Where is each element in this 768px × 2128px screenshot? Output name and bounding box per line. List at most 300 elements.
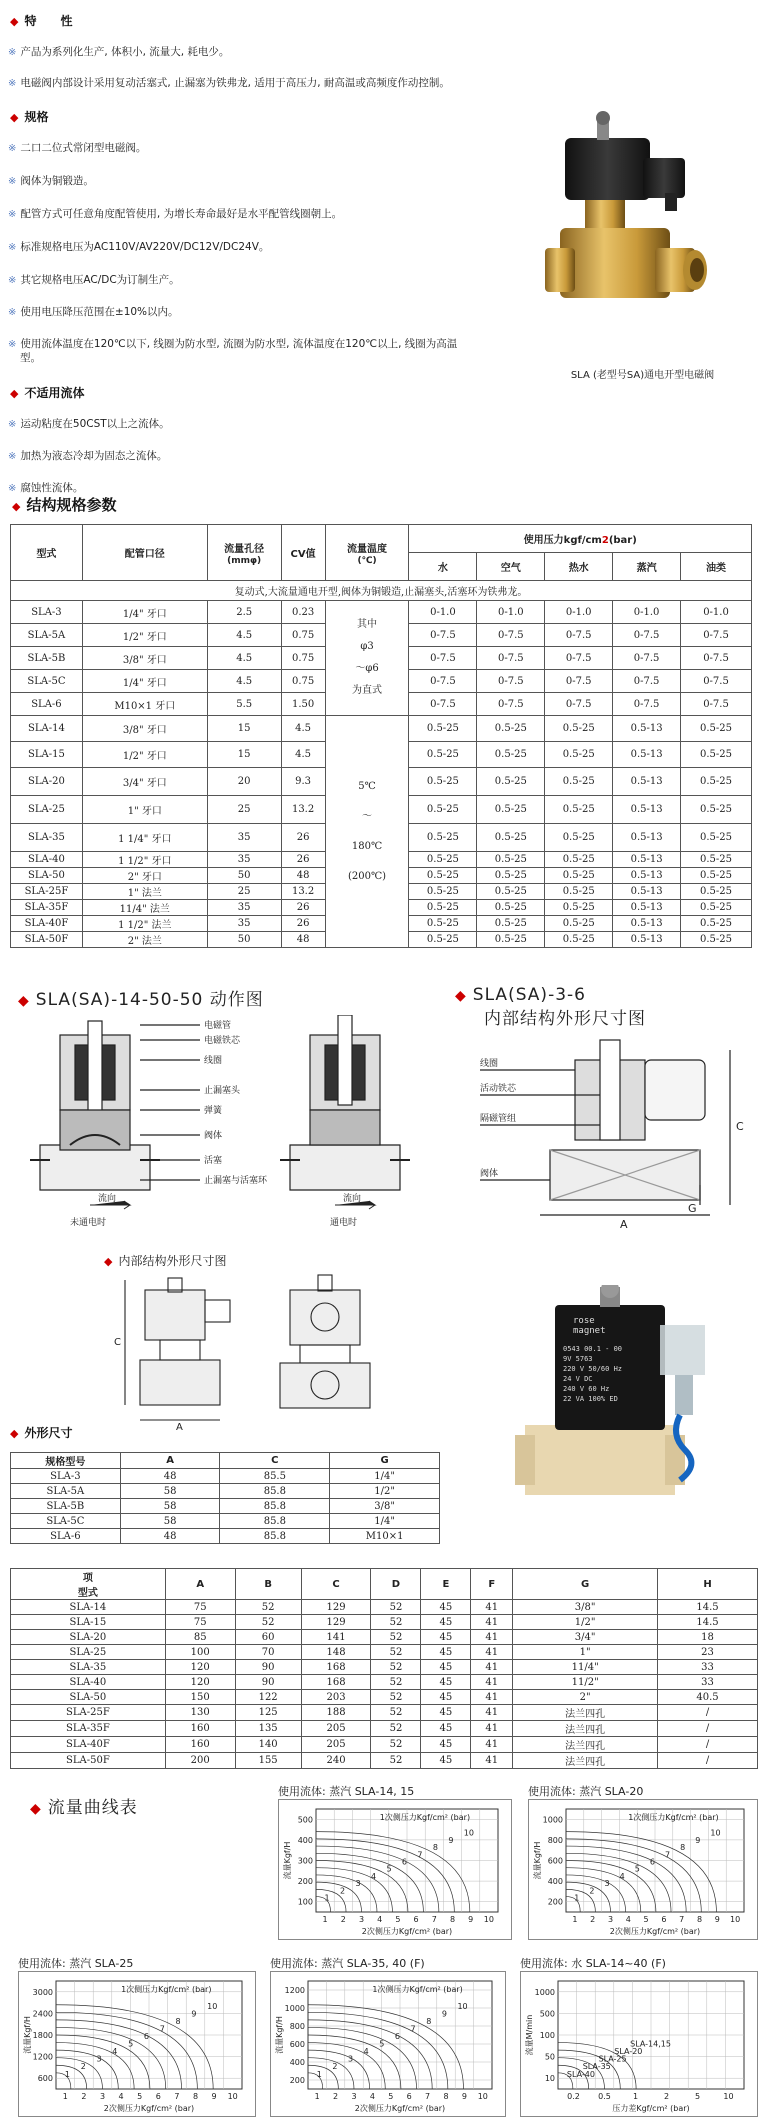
table-cell: SLA-5B	[11, 647, 83, 670]
label: 线圈	[480, 1059, 499, 1069]
bullet-icon: ※	[8, 307, 17, 318]
y-tick: 100	[539, 2031, 555, 2040]
table-cell: 0.5-25	[409, 852, 477, 868]
table-cell: 0.5-25	[409, 768, 477, 796]
x-tick: 2	[340, 1915, 346, 1924]
chart-title: 使用流体: 蒸汽 SLA-14, 15	[278, 1785, 415, 1798]
table-row	[11, 1615, 758, 1630]
table-cell: SLA-20	[11, 1630, 166, 1645]
table-cell: 90	[235, 1660, 301, 1675]
table-cell: 0-7.5	[477, 670, 545, 693]
y-label: 流量Kgf/H	[275, 2016, 284, 2054]
table-cell: 90	[235, 1675, 301, 1690]
table-cell: 15	[207, 742, 281, 768]
table-cell: 0.5-13	[613, 716, 681, 742]
x-tick: 10	[723, 2092, 734, 2101]
diamond-icon: ◆	[12, 500, 21, 513]
table-cell: 160	[165, 1737, 235, 1753]
label: 活动铁芯	[480, 1084, 517, 1094]
table-cell: SLA-50F	[11, 1753, 166, 1769]
table-cell: SLA-5C	[11, 1514, 121, 1529]
x-tick: 5	[694, 2092, 701, 2101]
curve-label: 6	[401, 1857, 408, 1867]
y-tick: 1000	[284, 2004, 305, 2013]
table-cell: SLA-3	[11, 601, 83, 624]
table-cell: SLA-35	[11, 824, 83, 852]
diamond-icon: ◆	[10, 387, 19, 400]
table-cell: 1/4"	[330, 1469, 440, 1484]
spec-item: ※ 其它规格电压AC/DC为订制生产。	[8, 274, 180, 286]
table-cell: /	[658, 1753, 758, 1769]
col: A	[165, 1569, 235, 1600]
inner-title: 1次侧压力Kgf/cm² (bar)	[628, 1813, 719, 1822]
table-cell: 45	[421, 1645, 471, 1660]
x-tick: 2	[81, 2092, 87, 2101]
table-cell: 1/2"	[513, 1615, 658, 1630]
table-cell: 0-7.5	[613, 670, 681, 693]
col-model: 型式	[11, 525, 83, 581]
dim-a: A	[176, 1422, 183, 1430]
table-cell: 41	[471, 1690, 513, 1705]
table-cell: 52	[371, 1630, 421, 1645]
temp-text: 5℃	[358, 780, 376, 792]
table-cell: SLA-40	[11, 852, 83, 868]
x-tick: 4	[369, 2092, 375, 2101]
curve-label: 9	[191, 2009, 197, 2019]
bullet-icon: ※	[8, 209, 17, 220]
col: 规格型号	[11, 1453, 121, 1469]
table-row	[11, 1469, 440, 1484]
x-tick: 6	[413, 1915, 419, 1924]
table-cell: 11/4" 法兰	[82, 900, 207, 916]
table-cell: SLA-40F	[11, 1737, 166, 1753]
col-fluid: 热水	[545, 553, 613, 581]
table-cell: 58	[120, 1484, 220, 1499]
table-cell: 11/4"	[513, 1660, 658, 1675]
label: 活塞	[204, 1156, 223, 1166]
table-cell: 法兰四孔	[513, 1737, 658, 1753]
y-tick: 400	[297, 1835, 313, 1845]
table-cell: 70	[235, 1645, 301, 1660]
x-tick: 8	[449, 1915, 456, 1924]
table-cell: 0.5-25	[681, 716, 752, 742]
table-cell: 48	[281, 868, 325, 884]
x-tick: 5	[388, 2092, 394, 2101]
table-cell: 0.5-25	[409, 884, 477, 900]
table-cell: 3/8"	[330, 1499, 440, 1514]
table-cell: 35	[207, 916, 281, 932]
spec-item-cont: 型。	[20, 352, 41, 364]
table-cell: SLA-50	[11, 868, 83, 884]
table-cell: 0-7.5	[409, 624, 477, 647]
curve-label: 9	[695, 1835, 701, 1845]
table-cell: 0-1.0	[477, 601, 545, 624]
table-cell: 0.5-25	[681, 932, 752, 948]
col: G	[330, 1453, 440, 1469]
y-tick: 300	[297, 1856, 313, 1866]
table-cell: 141	[301, 1630, 371, 1645]
solenoid-valve-photo	[545, 108, 725, 363]
table-cell: 0.5-25	[477, 884, 545, 900]
table-cell: 0.5-25	[681, 900, 752, 916]
curve-label: 8	[426, 2016, 432, 2026]
x-tick: 10	[730, 1915, 741, 1924]
y-tick: 500	[297, 1815, 313, 1825]
table-cell: SLA-14	[11, 716, 83, 742]
table-cell: 52	[371, 1615, 421, 1630]
table-cell: 50	[207, 868, 281, 884]
table-cell: 1/4"	[330, 1514, 440, 1529]
curve-label: 4	[363, 2047, 369, 2057]
coil-text: 240 V 60 Hz	[563, 1385, 610, 1393]
spec-heading: ◆ 规格	[10, 110, 49, 124]
x-tick: 2	[590, 1915, 596, 1924]
curve-label: 10	[463, 1828, 474, 1838]
table-cell: 4.5	[207, 624, 281, 647]
table-cell: 2.5	[207, 601, 281, 624]
y-tick: 800	[289, 2022, 305, 2031]
table-cell: 1/4" 牙口	[82, 601, 207, 624]
table-cell: 1" 牙口	[82, 796, 207, 824]
table-cell: 0.5-13	[613, 868, 681, 884]
col: A	[120, 1453, 220, 1469]
flow-label: 流向	[98, 1194, 117, 1204]
curve-label: 10	[457, 2001, 468, 2011]
table-cell: 0.5-25	[681, 796, 752, 824]
curve-label: 2	[80, 2062, 86, 2072]
table-cell: /	[658, 1721, 758, 1737]
table-cell: 0-7.5	[681, 624, 752, 647]
label: 止漏塞与活塞环	[204, 1176, 268, 1186]
table-cell: 0.5-13	[613, 768, 681, 796]
y-tick: 600	[547, 1856, 563, 1866]
y-tick: 1000	[542, 1815, 563, 1825]
bullet-icon: ※	[8, 47, 17, 58]
table-cell: 11/2"	[513, 1675, 658, 1690]
x-tick: 1	[62, 2092, 68, 2101]
table-cell: 0.5-25	[681, 742, 752, 768]
table-cell: 33	[658, 1660, 758, 1675]
x-tick: 8	[696, 1915, 703, 1924]
unsuitable-item: ※ 腐蚀性流体。	[8, 482, 84, 494]
curve-label: 8	[175, 2016, 181, 2026]
table-row	[11, 1737, 758, 1753]
x-label: 压力差Kgf/cm² (bar)	[612, 2104, 690, 2113]
curve-label: 5	[128, 2039, 134, 2049]
table-cell: 48	[281, 932, 325, 948]
table-cell: 45	[421, 1660, 471, 1675]
flow-chart	[528, 1799, 758, 1940]
table-cell: 140	[235, 1737, 301, 1753]
table-row	[11, 1690, 758, 1705]
y-tick: 50	[544, 2052, 555, 2062]
table-cell: 0.5-13	[613, 932, 681, 948]
table-cell: 0.5-25	[545, 716, 613, 742]
table-cell: 0-7.5	[477, 624, 545, 647]
table-cell: 0.75	[281, 647, 325, 670]
table-cell: 1.50	[281, 693, 325, 716]
table-cell: 148	[301, 1645, 371, 1660]
y-tick: 200	[547, 1897, 563, 1907]
table-cell: 0-7.5	[477, 693, 545, 716]
action-diagram	[30, 1015, 450, 1245]
x-tick: 0.5	[598, 2092, 611, 2101]
table-cell	[325, 716, 409, 948]
table-cell: 4.5	[281, 716, 325, 742]
chart-title: 使用流体: 水 SLA-14~40 (F)	[520, 1957, 666, 1970]
table-cell: 52	[371, 1705, 421, 1721]
y-tick: 100	[297, 1897, 313, 1907]
table-cell: 52	[371, 1660, 421, 1675]
x-tick: 2	[333, 2092, 339, 2101]
table-cell: 0.5-25	[409, 900, 477, 916]
table-cell: 0.5-25	[477, 824, 545, 852]
table-cell: 26	[281, 852, 325, 868]
table-cell: 5.5	[207, 693, 281, 716]
y-label: 流量Kgf/H	[283, 1841, 292, 1880]
col-temp: 流量温度 (℃)	[325, 525, 409, 581]
label: 线圈	[204, 1056, 223, 1066]
table-cell: 14.5	[658, 1615, 758, 1630]
table-cell: 0.5-25	[477, 868, 545, 884]
internal-structure-diagram	[460, 1030, 760, 1245]
inner-title: 1次侧压力Kgf/cm² (bar)	[372, 1985, 463, 1994]
table-cell: 0.5-25	[545, 932, 613, 948]
table-cell: SLA-6	[11, 693, 83, 716]
table-cell: 41	[471, 1753, 513, 1769]
curve-label: 5	[634, 1864, 640, 1874]
table-cell: SLA-40	[11, 1675, 166, 1690]
table-cell: 0.5-13	[613, 916, 681, 932]
table-cell: 0.5-25	[409, 916, 477, 932]
table-cell: 15	[207, 716, 281, 742]
table-cell: 200	[165, 1753, 235, 1769]
table-cell: 240	[301, 1753, 371, 1769]
table-cell: 0.5-25	[477, 852, 545, 868]
temp-text: ～	[362, 810, 373, 822]
table-cell: 52	[371, 1737, 421, 1753]
table-cell: 0.5-25	[545, 884, 613, 900]
col-pressure: 使用压力kgf/cm2(bar)	[409, 525, 752, 553]
table-row	[11, 1600, 758, 1615]
x-tick: 3	[607, 1915, 614, 1924]
table-cell: 0.75	[281, 670, 325, 693]
y-tick: 500	[539, 2009, 555, 2019]
table-cell: 52	[371, 1645, 421, 1660]
temp-text: (200℃)	[347, 870, 387, 882]
table-cell: 20	[207, 768, 281, 796]
table-cell: 0.5-25	[409, 796, 477, 824]
table-cell: /	[658, 1737, 758, 1753]
y-tick: 3000	[32, 1987, 53, 1997]
y-tick: 600	[37, 2074, 53, 2084]
x-tick: 6	[155, 2092, 161, 2101]
label: 阀体	[480, 1169, 499, 1179]
curve-label: 4	[112, 2047, 118, 2057]
table-cell: 0.5-25	[545, 916, 613, 932]
col-fluid: 油类	[681, 553, 752, 581]
table-cell: 60	[235, 1630, 301, 1645]
table-cell: 13.2	[281, 796, 325, 824]
diagram2-title: ◆ SLA(SA)-3-6	[455, 985, 586, 1005]
table-cell: 4.5	[207, 647, 281, 670]
coil-text: 22 VA 100% ED	[563, 1395, 618, 1403]
table-cell: 45	[421, 1753, 471, 1769]
x-tick: 7	[425, 2092, 431, 2101]
table-cell: 2"	[513, 1690, 658, 1705]
table-cell: 0-7.5	[613, 693, 681, 716]
table-cell: 52	[371, 1675, 421, 1690]
outer-dim-heading: ◆ 外形尺寸	[10, 1426, 73, 1440]
table-row	[11, 1675, 758, 1690]
diagram1-title: ◆ SLA(SA)-14-50-50 动作图	[18, 990, 264, 1010]
x-tick: 1	[572, 1915, 578, 1924]
table-cell: SLA-25	[11, 796, 83, 824]
table-cell: 0.5-25	[545, 742, 613, 768]
table-row	[11, 1660, 758, 1675]
x-tick: 4	[625, 1915, 631, 1924]
coil-text: 0543 00.1 - 00	[563, 1345, 623, 1353]
x-tick: 10	[477, 2092, 488, 2101]
table-cell: 0.75	[281, 624, 325, 647]
table-cell: 2" 牙口	[82, 868, 207, 884]
table-cell: 0.5-25	[477, 916, 545, 932]
table-cell: 1 1/2" 牙口	[82, 852, 207, 868]
curve-label: 7	[417, 1850, 423, 1860]
table-cell: 9.3	[281, 768, 325, 796]
product-caption: SLA (老型号SA)通电开型电磁阀	[570, 370, 715, 381]
label: 止漏塞头	[204, 1086, 241, 1096]
table-cell: 85.8	[220, 1484, 330, 1499]
table-cell: 58	[120, 1499, 220, 1514]
label: 阀体	[204, 1131, 223, 1141]
y-tick: 400	[547, 1877, 563, 1887]
flow-label: 流向	[343, 1194, 362, 1204]
table-cell: 35	[207, 824, 281, 852]
curve-label: 9	[448, 1835, 454, 1845]
table-cell: 26	[281, 900, 325, 916]
table-cell: 0.5-25	[545, 900, 613, 916]
table-row	[11, 601, 752, 624]
table-cell: 168	[301, 1660, 371, 1675]
curve-label: 5	[379, 2039, 385, 2049]
table-cell: 法兰四孔	[513, 1721, 658, 1737]
col-fluid: 蒸汽	[613, 553, 681, 581]
table-cell: 129	[301, 1615, 371, 1630]
table-cell: 0-7.5	[545, 670, 613, 693]
y-tick: 2400	[32, 2009, 53, 2019]
table-cell: 1/2"	[330, 1484, 440, 1499]
table-row	[11, 1753, 758, 1769]
table-cell: 25	[207, 796, 281, 824]
table-cell: 0-1.0	[545, 601, 613, 624]
x-tick: 5	[395, 1915, 401, 1924]
table-cell: 52	[371, 1600, 421, 1615]
spec-item: ※ 阀体为铜锻造。	[8, 175, 94, 187]
y-tick: 800	[547, 1835, 563, 1845]
table-cell: SLA-5A	[11, 624, 83, 647]
temp-text: 为直式	[352, 685, 383, 696]
x-tick: 1	[322, 1915, 328, 1924]
table-cell: SLA-35	[11, 1660, 166, 1675]
y-tick: 400	[289, 2058, 305, 2067]
diamond-icon: ◆	[10, 111, 19, 124]
diagram2-subtitle: 内部结构外形尺寸图	[484, 1009, 646, 1029]
table-cell: 0-7.5	[545, 647, 613, 670]
spec-item: ※ 标准规格电压为AC110V/AV220V/DC12V/DC24V。	[8, 241, 270, 253]
y-tick: 1200	[284, 1986, 305, 1995]
table-cell: 0.5-25	[477, 796, 545, 824]
table-cell: 0.5-25	[409, 824, 477, 852]
bullet-icon: ※	[8, 143, 17, 154]
curve-label: SLA-40	[566, 2069, 595, 2079]
table-cell: 3/8" 牙口	[82, 716, 207, 742]
table-cell: 85.8	[220, 1499, 330, 1514]
table-cell: 40.5	[658, 1690, 758, 1705]
table-cell: 1" 法兰	[82, 884, 207, 900]
table-cell: 0.5-25	[681, 852, 752, 868]
table-cell: 205	[301, 1721, 371, 1737]
x-tick: 3	[99, 2092, 106, 2101]
table-cell: 0.5-25	[545, 824, 613, 852]
table-cell: 3/8" 牙口	[82, 647, 207, 670]
curve-label: 1	[574, 1893, 580, 1903]
x-label: 2次侧压力Kgf/cm² (bar)	[361, 1927, 453, 1936]
table-cell: 0-7.5	[545, 693, 613, 716]
unsuitable-item: ※ 加热为液态冷却为固态之流体。	[8, 450, 168, 462]
table-row	[11, 1645, 758, 1660]
table-cell: 0.5-25	[545, 768, 613, 796]
col-cv: CV值	[281, 525, 325, 581]
table-cell: 75	[165, 1615, 235, 1630]
curve-label: 6	[649, 1857, 655, 1867]
table-cell: 23	[658, 1645, 758, 1660]
y-tick: 1800	[32, 2031, 53, 2040]
table-cell: 法兰四孔	[513, 1753, 658, 1769]
table-cell: SLA-35F	[11, 900, 83, 916]
table-cell: 160	[165, 1721, 235, 1737]
table-row	[11, 1529, 440, 1544]
table-cell: 13.2	[281, 884, 325, 900]
bullet-icon: ※	[8, 78, 17, 89]
chart-title: 使用流体: 蒸汽 SLA-35, 40 (F)	[270, 1957, 425, 1970]
table-cell: 0.5-25	[545, 796, 613, 824]
label: 电磁铁芯	[204, 1036, 241, 1046]
table-cell: 1/2" 牙口	[82, 742, 207, 768]
table-cell: SLA-6	[11, 1529, 121, 1544]
curve-label: 6	[394, 2032, 401, 2041]
temp-text: ～φ6	[355, 663, 379, 674]
curve-label: 3	[96, 2054, 102, 2064]
table-cell: 205	[301, 1737, 371, 1753]
x-tick: 9	[461, 2092, 467, 2101]
table-cell: 0-7.5	[613, 624, 681, 647]
x-label: 2次侧压力Kgf/cm² (bar)	[103, 2104, 195, 2113]
bullet-icon: ※	[8, 451, 17, 462]
curve-label: 8	[680, 1843, 686, 1853]
curve-label: SLA-35	[582, 2062, 611, 2072]
table-cell: SLA-3	[11, 1469, 121, 1484]
curve-label: 10	[207, 2001, 218, 2011]
curve-label: 6	[143, 2032, 150, 2041]
dim-a: A	[620, 1218, 628, 1231]
features-item-1: ※ 产品为系列化生产, 体积小, 流量大, 耗电少。	[8, 46, 230, 58]
x-tick: 9	[211, 2092, 217, 2101]
diamond-icon: ◆	[10, 1427, 19, 1440]
col: F	[471, 1569, 513, 1600]
table-cell: 125	[235, 1705, 301, 1721]
curve-label: 5	[386, 1864, 392, 1874]
